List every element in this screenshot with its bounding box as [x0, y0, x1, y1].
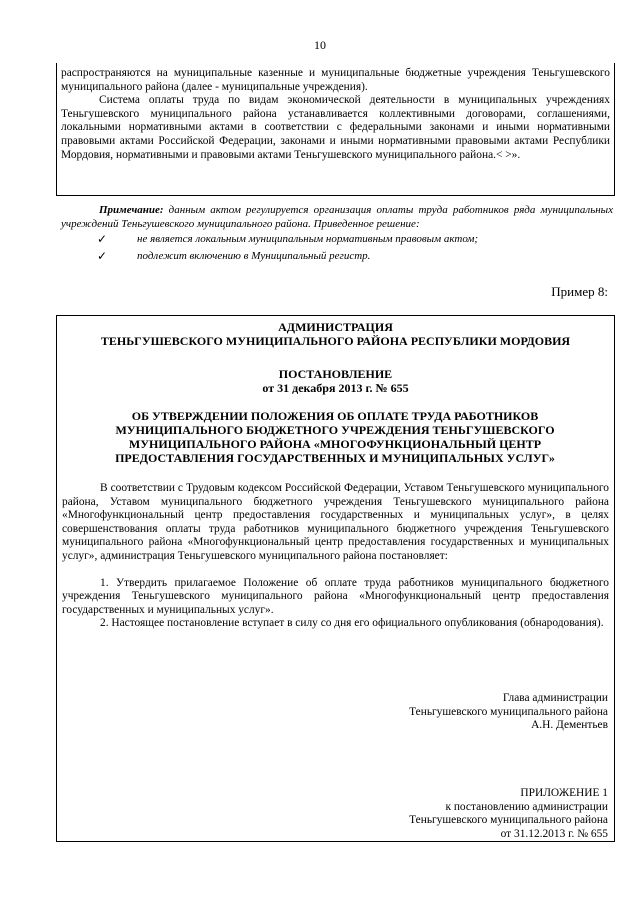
annex-line-2: к постановлению администрации	[445, 800, 608, 813]
note-paragraph	[61, 204, 613, 231]
signature-block	[409, 692, 608, 733]
clause-2: 2. Настоящее постановление вступает в силу со дня его официального опубликования (обнародования).	[100, 617, 604, 630]
annex-line-1: ПРИЛОЖЕНИЕ 1	[520, 787, 608, 799]
continued-paragraph-1: распространяются на муниципальные казенные и муниципальные бюджетные учреждения Теньгушевского муниципального района (далее - муниципальные учреждения).	[61, 67, 610, 93]
checkmark-icon: ✓	[97, 249, 108, 263]
note-block	[61, 204, 613, 265]
annex-line-4: от 31.12.2013 г. № 655	[500, 827, 608, 840]
signature-name: А.Н. Дементьев	[531, 719, 608, 732]
continued-text-box	[56, 63, 615, 196]
header-line-1: АДМИНИСТРАЦИЯ	[278, 320, 393, 334]
document-title: ОБ УТВЕРЖДЕНИИ ПОЛОЖЕНИЯ ОБ ОПЛАТЕ ТРУДА РАБОТНИКОВ МУНИЦИПАЛЬНОГО БЮДЖЕТНОГО УЧРЕЖДЕНИЯ ТЕНЬГУШЕВСКОГО МУНИЦИПАЛЬНОГО РАЙОНА «МНОГОФУНКЦИОНАЛЬНЫЙ ЦЕНТР ПРЕДОСТАВЛЕНИЯ ГОСУДАРСТВЕННЫХ И МУНИЦИПАЛЬНЫХ УСЛУГ»	[115, 409, 555, 465]
page-number: 10	[314, 38, 326, 52]
signature-line-1: Глава администрации	[502, 692, 608, 704]
document-type-block	[57, 367, 614, 395]
document-type: ПОСТАНОВЛЕНИЕ	[278, 367, 393, 381]
checkmark-icon: ✓	[97, 232, 108, 246]
document-box	[56, 315, 615, 842]
header-line-2: ТЕНЬГУШЕВСКОГО МУНИЦИПАЛЬНОГО РАЙОНА РЕСПУБЛИКИ МОРДОВИЯ	[100, 334, 571, 348]
signature-line-2: Теньгушевского муниципального района	[409, 705, 608, 718]
annex-line-3: Теньгушевского муниципального района	[409, 814, 608, 827]
note-checklist	[61, 231, 613, 265]
document-body	[62, 482, 609, 631]
list-item	[61, 248, 613, 265]
document-header	[57, 320, 614, 348]
continued-paragraph-2: Система оплаты труда по видам экономической деятельности в муниципальных учреждениях Теньгушевского муниципального района устанавливается коллективными договорами, соглашениями, локальными нормативными актами в соответствии с федеральными законами и иными нормативными правовыми актами Российской Федерации, законами и иными нормативными правовыми актами Республики Мордовия, нормативными и правовыми актами Теньгушевского муниципального района.< >».	[61, 94, 610, 161]
annex-block	[409, 787, 608, 841]
note-text: данным актом регулируется организация оплаты труда работников ряда муниципальных учреждений Теньгушевского муниципального района. Приведенное решение:	[61, 204, 613, 230]
list-item	[61, 231, 613, 248]
preamble-paragraph: В соответствии с Трудовым кодексом Российской Федерации, Уставом Теньгушевского муниципального района, Уставом муниципального бюджетного учреждения Теньгушевского муниципального района «Многофункциональный центр предоставления государственных и муниципальных услуг», в целях совершенствования оплаты труда работников муниципального бюджетного учреждения Теньгушевского муниципального района «Многофункциональный центр предоставления государственных и муниципальных услуг», администрация Теньгушевского муниципального района постановляет:	[62, 482, 609, 562]
note-item-text: не является локальным муниципальным нормативным правовым актом;	[137, 233, 479, 245]
note-label: Примечание:	[99, 204, 164, 216]
clause-1: 1. Утвердить прилагаемое Положение об оплате труда работников муниципального бюджетного учреждения Теньгушевского муниципального района «Многофункциональный центр предоставления государственных и муниципальных услуг».	[62, 576, 609, 616]
example-label: Пример 8:	[551, 284, 608, 299]
note-item-text: подлежит включению в Муниципальный регистр.	[137, 250, 371, 262]
document-date: от 31 декабря 2013 г. № 655	[262, 381, 409, 395]
